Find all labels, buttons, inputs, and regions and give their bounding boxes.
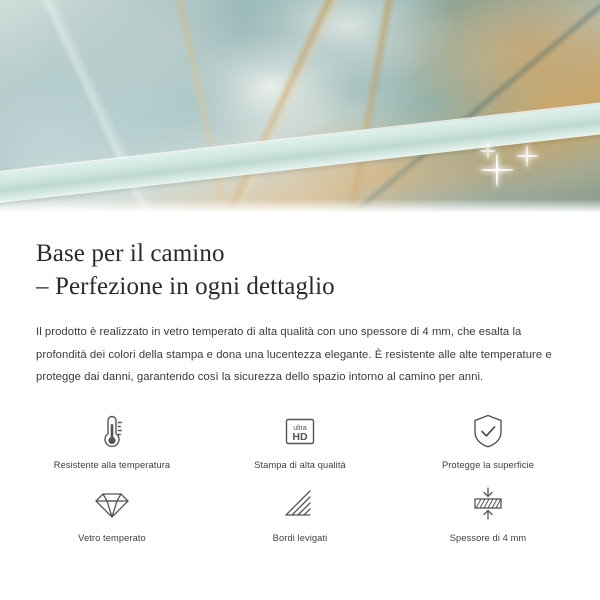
svg-text:HD: HD xyxy=(292,430,308,443)
ultra-hd-icon xyxy=(280,409,320,453)
feature-item-polished-edges xyxy=(206,482,394,543)
feature-item-print-quality xyxy=(206,409,394,470)
feature-label: Bordi levigati xyxy=(272,532,328,543)
headline-line-1: Base per il camino xyxy=(36,240,225,267)
feature-label: Protegge la superficie xyxy=(441,459,535,470)
shield-check-icon xyxy=(468,409,508,453)
svg-text:ultra: ultra xyxy=(293,424,307,432)
feature-grid xyxy=(0,409,600,543)
page-title xyxy=(36,237,564,303)
polished-edges-icon xyxy=(280,482,320,526)
feature-label: Vetro temperato xyxy=(78,532,146,543)
feature-label: Resistente alla temperatura xyxy=(53,459,171,470)
hero-image xyxy=(0,0,600,215)
feature-label: Spessore di 4 mm xyxy=(449,532,527,543)
content-block xyxy=(0,215,600,389)
feature-item-surface-protection xyxy=(394,409,582,470)
feature-item-thickness xyxy=(394,482,582,543)
feature-item-tempered-glass xyxy=(18,482,206,543)
feature-item-temperature xyxy=(18,409,206,470)
thermometer-icon xyxy=(92,409,132,453)
thickness-arrows-icon xyxy=(467,482,509,526)
body-description: Il prodotto è realizzato in vetro temperato di alta qualità con uno spessore di 4 mm, che esalta la profondità dei colori della stampa e dona una lucentezza elegante. È resistente alle alte temperature e protegge dai danni, garantendo così la sicurezza dello spazio intorno al camino per anni. xyxy=(36,326,552,384)
hero-bottom-fade xyxy=(0,199,600,215)
feature-label: Stampa di alta qualità xyxy=(254,459,346,470)
diamond-icon xyxy=(92,482,132,526)
headline-line-2: – Perfezione in ogni dettaglio xyxy=(36,273,335,300)
